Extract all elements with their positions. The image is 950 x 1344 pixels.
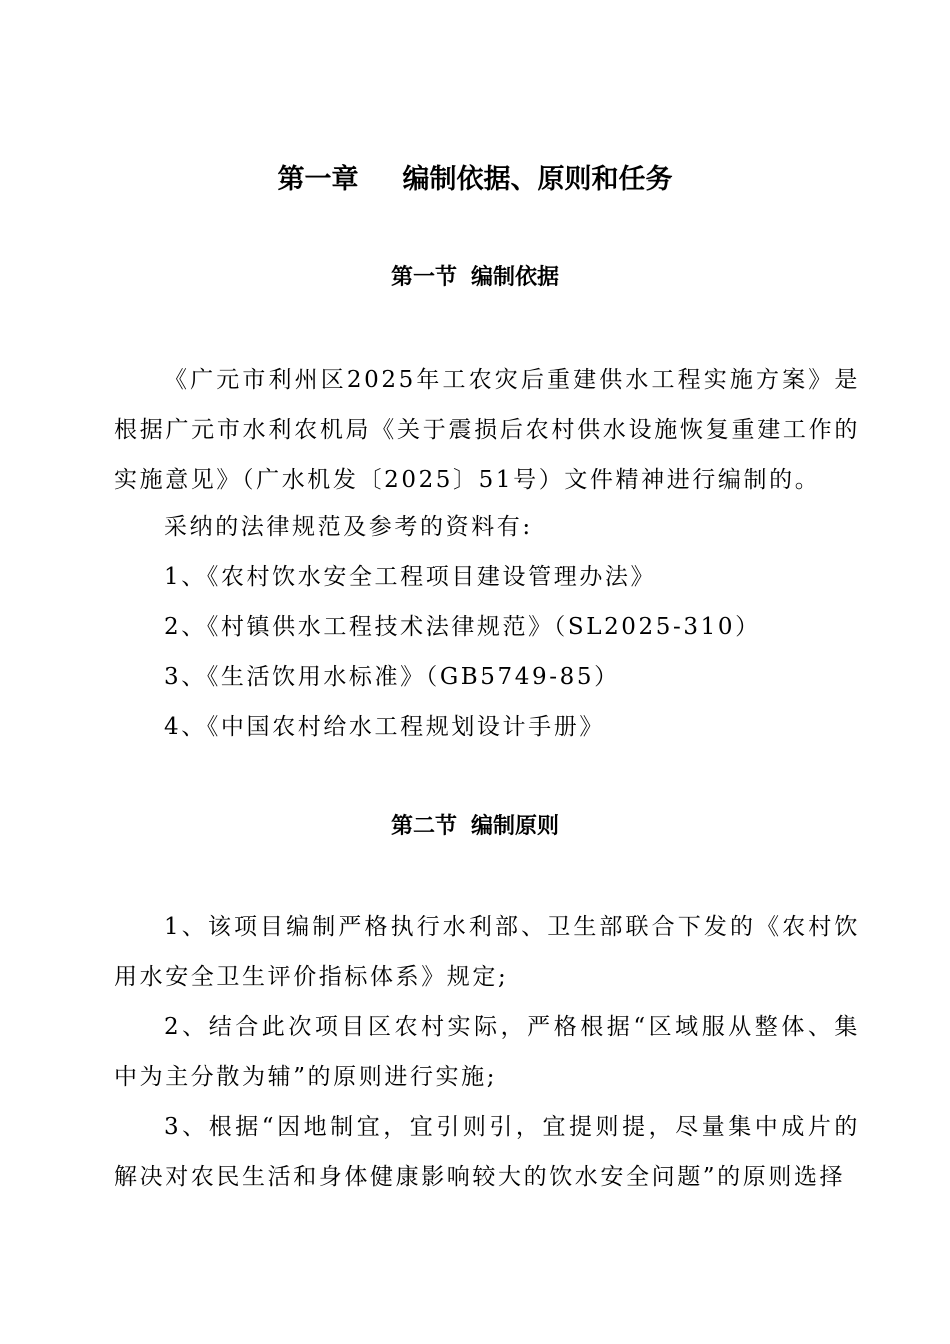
reference-item: 1、《农村饮水安全工程项目建设管理办法》 [164, 564, 657, 590]
section-title-principles [0, 811, 950, 843]
section-number: 第一节 [390, 265, 457, 290]
chapter-name: 编制依据、原则和任务 [402, 164, 673, 195]
chapter-title [0, 160, 950, 200]
principle-paragraph: 1、该项目编制严格执行水利部、卫生部联合下发的《农村饮用水安全卫生评价指标体系》规定; [114, 914, 860, 990]
section-title-basis [0, 262, 950, 294]
reference-item: 2、《村镇供水工程技术法律规范》（SL2025-310） [164, 614, 761, 640]
section-name: 编制依据 [471, 265, 560, 290]
section-name: 编制原则 [471, 814, 560, 839]
references-heading: 采纳的法律规范及参考的资料有: [164, 514, 533, 540]
intro-paragraph: 《广元市利州区2025年工农灾后重建供水工程实施方案》是根据广元市水利农机局《关于震损后农村供水设施恢复重建工作的实施意见》（广水机发〔2025〕51号）文件精神进行编制的。 [114, 367, 860, 493]
reference-item: 4、《中国农村给水工程规划设计手册》 [164, 714, 605, 740]
section-number: 第二节 [390, 814, 457, 839]
chapter-number: 第一章 [277, 164, 359, 195]
reference-item: 3、《生活饮用水标准》（GB5749-85） [164, 664, 620, 690]
principle-paragraph: 3、根据“因地制宜，宜引则引，宜提则提，尽量集中成片的解决对农民生活和身体健康影响较大的饮水安全问题”的原则选择 [114, 1114, 860, 1190]
principle-paragraph: 2、结合此次项目区农村实际，严格根据“区域服从整体、集中为主分散为辅”的原则进行实施; [114, 1014, 860, 1090]
